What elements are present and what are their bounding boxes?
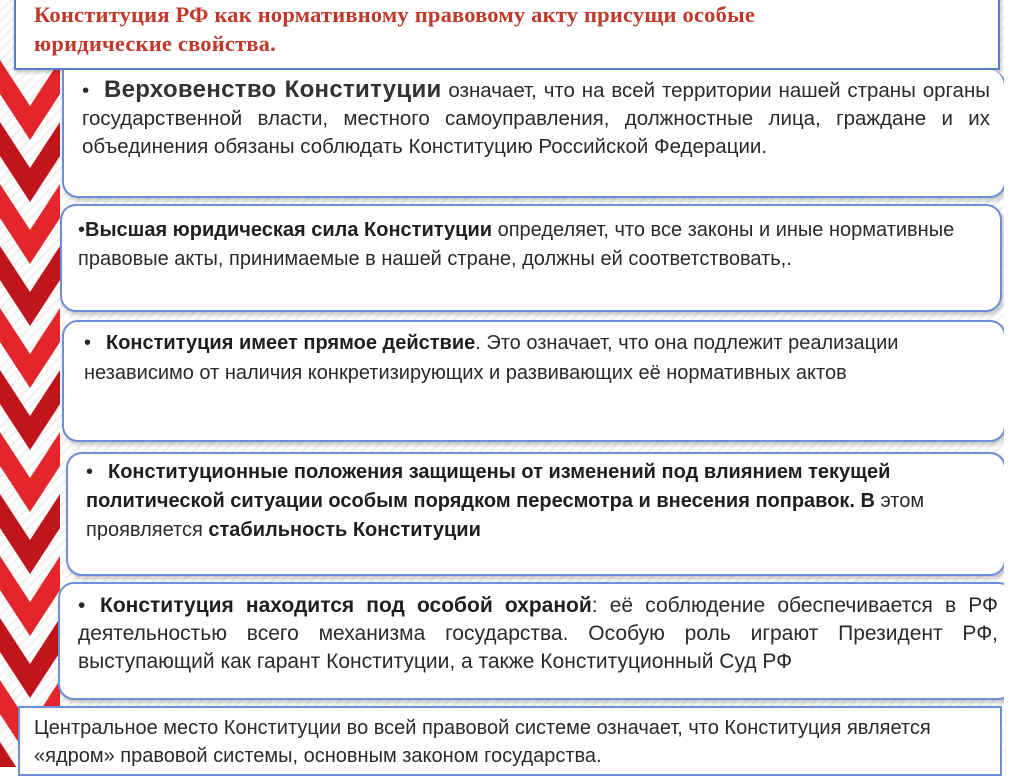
bullet: • — [78, 219, 86, 241]
slide-title-line-2: юридические свойства. — [34, 31, 276, 56]
slide-title-line-1: Конституция РФ как нормативному правовому акту присущи особые — [34, 2, 756, 27]
bullet: • — [84, 332, 92, 354]
card-highest-legal-force-term: Высшая юридическая сила Конституции — [85, 219, 493, 241]
bullet: • — [86, 461, 94, 483]
card-direct-action-text: . Это означает, что она подлежит реализации независимо от наличия конкретизирующих и развивающих её нормативных актов — [84, 332, 899, 384]
card-special-protection-term: Конституция находится под особой охраной — [100, 594, 592, 617]
bullet: • — [78, 594, 86, 617]
card-highest-legal-force-text: определяет, что все законы и иные нормативные правовые акты, принимаемые в нашей стране, должны ей соответствовать,. — [78, 219, 955, 270]
card-direct-action — [62, 320, 1006, 442]
conclusion-box — [18, 706, 1002, 776]
card-stability-term: Конституционные положения защищены от изменений под влиянием текущей политической ситуации особым порядком пересмотра и внесения поправок. В — [86, 461, 891, 512]
card-special-protection — [58, 582, 1014, 700]
conclusion-text: Центральное место Конституции во всей правовой системе означает, что Конституция является «ядром» правовой системы, основным законом государства. — [34, 717, 931, 767]
card-special-protection-text: : её соблюдение обеспечивается в РФ деятельностью всего механизма государства. Особую роль играют Президент РФ, выступающий как гарант Конституции, а также Конституционный Суд РФ — [78, 594, 999, 673]
slide-title-box — [14, 0, 1000, 70]
right-edge — [1004, 0, 1024, 767]
bullet: • — [82, 79, 90, 102]
card-stability-term-2: стабильность Конституции — [208, 519, 481, 541]
card-stability — [66, 452, 1006, 576]
slide-title — [34, 0, 984, 58]
card-supremacy — [62, 70, 1006, 198]
card-direct-action-term: Конституция имеет прямое действие — [106, 332, 476, 354]
card-supremacy-term: Верховенство Конституции — [104, 76, 442, 103]
chevron-shape — [0, 60, 60, 140]
card-stability-text: этом проявляется — [86, 490, 925, 541]
card-supremacy-text: означает, что на всей территории нашей страны органы государственной власти, местного самоуправления, должностные лица, граждане и их объединения обязаны соблюдать Конституцию Российской Федерации. — [82, 79, 990, 158]
card-highest-legal-force — [60, 204, 1002, 312]
